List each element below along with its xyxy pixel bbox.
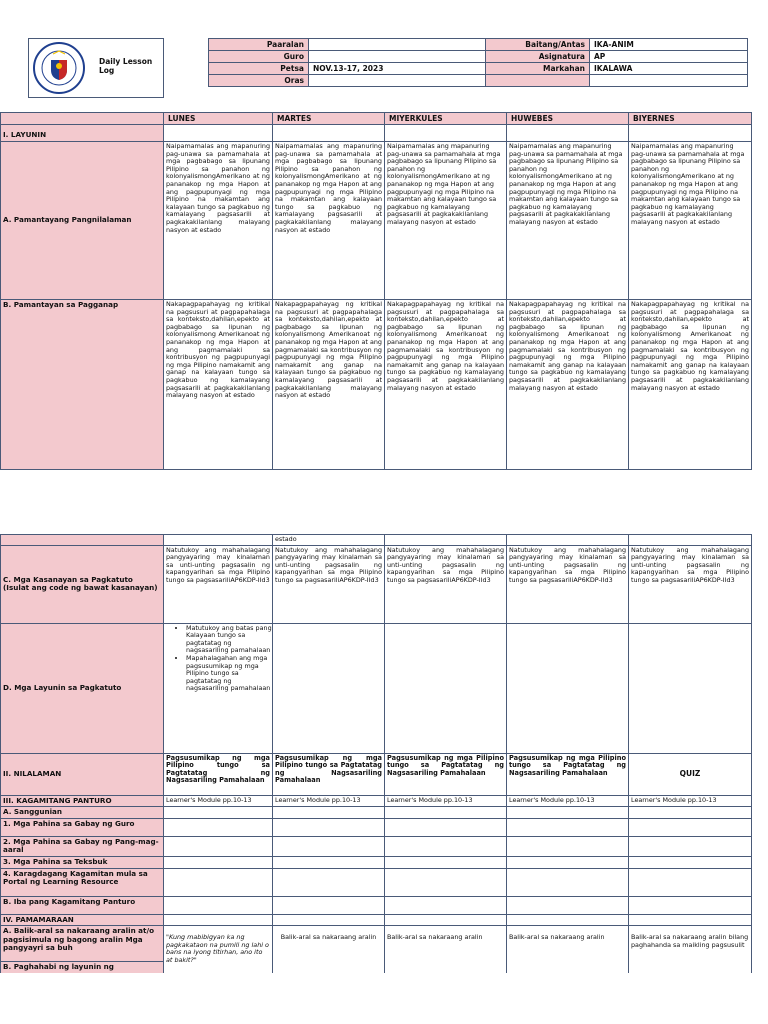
cell-module-martes: Learner's Module pp.10-13 xyxy=(273,795,385,807)
row-label-kasanayan: C. Mga Kasanayan sa Pagkatuto (Isulat ang code ng bawat kasanayan) xyxy=(1,545,164,623)
objective-item: • Matutukoy ang batas pang Kalayaan tungo sa pagtatatag ng nagsasariling pamahalaan xyxy=(186,625,272,655)
section-layunin: I. LAYUNIN xyxy=(1,125,164,142)
empty-cell xyxy=(507,125,629,142)
row-label-karagdagang-kagamitan: 4. Karagdagang Kagamitan mula sa Portal ng Learning Resource xyxy=(1,868,164,896)
cell-pangnilalaman-biyernes: Naipamamalas ang mapanuring pag-unawa sa pamamahala at mga pagbabago sa lipunang Pilipino sa panahon ng kolonyalismongAmerikano at ng pananakop ng mga Hapon at ang pagpupunyagi ng mga Pilipino na makamtan ang kalayaan tungo sa pagkabuo ng kamalayang pagsasarili at pagkakakilanlang malayang nasyon at estado xyxy=(629,142,752,300)
empty-cell xyxy=(507,896,629,914)
day-header-lunes: LUNES xyxy=(164,113,273,125)
label-paaralan: Paaralan xyxy=(209,39,309,51)
empty-cell xyxy=(385,896,507,914)
lesson-table-page-1 xyxy=(0,112,752,470)
empty-cell xyxy=(273,125,385,142)
objectives-list xyxy=(164,625,272,693)
label-asignatura: Asignatura xyxy=(486,51,590,63)
objective-item: • Mapahalagahan ang mga pagsusumikap ng mga Pilipino tungo sa pagtatatag ng nagsasariling pamahalaan xyxy=(186,655,272,693)
empty-cell xyxy=(385,125,507,142)
empty-cell xyxy=(164,818,273,836)
row-label-layunin-sa-pagkatuto: D. Mga Layunin sa Pagkatuto xyxy=(1,623,164,753)
empty-cell xyxy=(385,856,507,868)
empty-cell xyxy=(164,125,273,142)
cell-nilalaman-miyerkules: Pagsusumikap ng mga Pilipino tungo sa Pagtatatag ng Nagsasariling Pamahalaan xyxy=(385,753,507,795)
row-label-nilalaman: II. NILALAMAN xyxy=(1,753,164,795)
cell-kasanayan-miyerkules: Natutukoy ang mahahalagang pangyayaring may kinalaman sa unti-unting pagsasalin ng kapangyarihan sa mga Pilipino tungo sa pagsasariliAP6KDP-IId3 xyxy=(385,545,507,623)
empty-cell xyxy=(385,807,507,819)
deped-seal-logo xyxy=(33,42,85,94)
empty-cell xyxy=(629,623,752,753)
empty-cell xyxy=(273,807,385,819)
label-markahan: Markahan xyxy=(486,63,590,75)
empty-cell xyxy=(164,836,273,856)
cell-pangnilalaman-martes: Naipamamalas ang mapanuring pag-unawa sa pamamahala at mga pagbabago sa lipunang Pilipino sa panahon ng kolonyalismongAmerikano at ng pananakop ng mga Hapon at ang pagpupunyagi ng mga Pilipino na makamtan ang kalayaan tungo sa pagkabuo ng kamalayang pagsasarili at pagkakakilanlang malayang nasyon at estado xyxy=(273,142,385,300)
cell-module-lunes: Learner's Module pp.10-13 xyxy=(164,795,273,807)
empty-cell xyxy=(164,896,273,914)
school-info-table xyxy=(208,38,486,87)
cell-pangnilalaman-lunes: Naipamamalas ang mapanuring pag-unawa sa pamamahala at mga pagbabago sa lipunang Pilipino sa panahon ng kolonyalismongAmerikano at ng pananakop ng mga Hapon at ang pagpupunyagi ng mga Pilipino na makamtan ang kalayaan tungo sa pagkabuo ng kamalayang pagsasarili at pagkakakilanlang malayang nasyon at estado xyxy=(164,142,273,300)
row-label-kagamitang-panturo: III. KAGAMITANG PANTURO xyxy=(1,795,164,807)
cell-kasanayan-biyernes: Natutukoy ang mahahalagang pangyayaring may kinalaman sa unti-unting pagsasalin ng kapangyarihan sa mga Pilipino tungo sa pagsasariliAP6KDP-IId3 xyxy=(629,545,752,623)
document-title: Daily Lesson Log xyxy=(99,57,153,75)
cell-nilalaman-martes: Pagsusumikap ng mga Pilipino tungo sa Pagtatatag ng Nagsasariling Pamahalaan xyxy=(273,753,385,795)
cell-balik-aral-biyernes: Balik-aral sa nakaraang aralin bilang paghahanda sa maikling pagsusulit xyxy=(629,926,752,973)
label-petsa: Petsa xyxy=(209,63,309,75)
empty-cell xyxy=(385,868,507,896)
label-oras: Oras xyxy=(209,75,309,87)
cell-balik-aral-martes: Balik-aral sa nakaraang aralin xyxy=(273,926,385,973)
empty-cell xyxy=(507,856,629,868)
cell-balik-aral-miyerkules: Balik-aral sa nakaraang aralin xyxy=(385,926,507,973)
cell-kasanayan-martes: Natutukoy ang mahahalagang pangyayaring may kinalaman sa unti-unting pagsasalin ng kapangyarihan sa mga Pilipino tungo sa pagsasariliAP6KDP-IId3 xyxy=(273,545,385,623)
cell-kasanayan-huwebes: Natutukoy ang mahahalagang pangyayaring may kinalaman sa unti-unting pagsasalin ng kapangyarihan sa mga Pilipino tungo sa pagsasariliAP6KDP-IId3 xyxy=(507,545,629,623)
row-label-pamantayang-pangnilalaman: A. Pamantayang Pangnilalaman xyxy=(1,142,164,300)
empty-cell xyxy=(164,914,273,926)
cell-pagganap-martes: Nakapagpapahayag ng kritikal na pagsusuri at pagpapahalaga sa konteksto,dahilan,epekto at pagbabago sa lipunan ng kolonyalismong Amerikanoat ng pananakop ng mga Hapon at ang pagmamalaki sa kontribusyon ng pagpupunyagi ng mga Pilipino namakamit ang ganap na kalayaan tungo sa pagkabuo ng kamalayang pagsasarili at pagkakakilanlang malayang nasyon at estado xyxy=(273,300,385,470)
row-label-balik-aral: A. Balik-aral sa nakaraang aralin at/o pagsisimula ng bagong aralin Mga pangyayri sa buh xyxy=(1,926,164,962)
empty-cell xyxy=(507,807,629,819)
value-petsa: NOV.13-17, 2023 xyxy=(309,63,486,75)
row-label-gabay-mag-aaral: 2. Mga Pahina sa Gabay ng Pang-mag-aaral xyxy=(1,836,164,856)
empty-label-cell xyxy=(1,535,164,546)
empty-cell xyxy=(507,914,629,926)
empty-cell xyxy=(629,125,752,142)
cell-balik-aral-lunes: "Kung mabibigyan ka ng pagkakataon na pumili ng lahi o bans na iyong titirhan, ano ito at bakit?" xyxy=(164,926,273,973)
cell-pagganap-miyerkules: Nakapagpapahayag ng kritikal na pagsusuri at pagpapahalaga sa konteksto,dahilan,epekto at pagbabago sa lipunan ng kolonyalismong Amerikanoat ng pananakop ng mga Hapon at ang pagmamalaki sa kontribusyon ng pagpupunyagi ng mga Pilipino namakamit ang ganap na kalayaan tungo sa pagkabuo ng kamalayang pagsasarili at pagkakakilanlang malayang nasyon at estado xyxy=(385,300,507,470)
empty-cell xyxy=(164,535,273,546)
cell-pangnilalaman-miyerkules: Naipamamalas ang mapanuring pag-unawa sa pamamahala at mga pagbabago sa lipunang Pilipino sa panahon ng kolonyalismongAmerikano at ng pananakop ng mga Hapon at ang pagpupunyagi ng mga Pilipino na makamtan ang kalayaan tungo sa pagkabuo ng kamalayang pagsasarili at pagkakakilanlang malayang nasyon at estado xyxy=(385,142,507,300)
empty-cell xyxy=(273,868,385,896)
lesson-table-page-2 xyxy=(0,534,752,973)
corner-cell xyxy=(1,113,164,125)
day-header-martes: MARTES xyxy=(273,113,385,125)
cell-balik-aral-huwebes: Balik-aral sa nakaraang aralin xyxy=(507,926,629,973)
empty-cell xyxy=(164,807,273,819)
cell-module-miyerkules: Learner's Module pp.10-13 xyxy=(385,795,507,807)
empty-cell xyxy=(385,836,507,856)
cell-pagganap-lunes: Nakapagpapahayag ng kritikal na pagsusuri at pagpapahalaga sa konteksto,dahilan,epekto at pagbabago sa lipunan ng kolonyalismong Amerikanoat ng pananakop ng mga Hapon at ang pagmamalaki sa kontribusyon ng pagpupunyagi ng mga Pilipino namakamit ang ganap na kalayaan tungo sa pagkabuo ng kamalayang pagsasarili at pagkakakilanlang malayang nasyon at estado xyxy=(164,300,273,470)
row-label-iba-pang-kagamitan: B. Iba pang Kagamitang Panturo xyxy=(1,896,164,914)
cell-pagganap-huwebes: Nakapagpapahayag ng kritikal na pagsusuri at pagpapahalaga sa konteksto,dahilan,epekto at pagbabago sa lipunan ng kolonyalismong Amerikanoat ng pananakop ng mga Hapon at ang pagmamalaki sa kontribusyon ng pagpupunyagi ng mga Pilipino namakamit ang ganap na kalayaan tungo sa pagkabuo ng kamalayang pagsasarili at pagkakakilanlang malayang nasyon at estado xyxy=(507,300,629,470)
cell-pagganap-biyernes: Nakapagpapahayag ng kritikal na pagsusuri at pagpapahalaga sa konteksto,dahilan,epekto at pagbabago sa lipunan ng kolonyalismong Amerikanoat ng pananakop ng mga Hapon at ang pagmamalaki sa kontribusyon ng pagpupunyagi ng mga Pilipino namakamit ang ganap na kalayaan tungo sa pagkabuo ng kamalayang pagsasarili at pagkakakilanlang malayang nasyon at estado xyxy=(629,300,752,470)
value-asignatura: AP xyxy=(590,51,748,63)
label-baitang: Baitang/Antas xyxy=(486,39,590,51)
empty-cell xyxy=(273,896,385,914)
day-header-miyerkules: MIYERKULES xyxy=(385,113,507,125)
cell-nilalaman-huwebes: Pagsusumikap ng mga Pilipino tungo sa Pagtatatag ng Nagsasariling Pamahalaan xyxy=(507,753,629,795)
cell-layunin-lunes xyxy=(164,623,273,753)
empty-cell xyxy=(629,535,752,546)
empty-cell xyxy=(629,818,752,836)
row-label-pamamaraan: IV. PAMAMARAAN xyxy=(1,914,164,926)
empty-cell xyxy=(273,836,385,856)
row-label-sanggunian: A. Sanggunian xyxy=(1,807,164,819)
empty-cell xyxy=(273,818,385,836)
empty-cell xyxy=(507,868,629,896)
empty-cell xyxy=(507,535,629,546)
empty-label-cell xyxy=(486,75,590,87)
day-header-huwebes: HUWEBES xyxy=(507,113,629,125)
value-guro xyxy=(309,51,486,63)
empty-cell xyxy=(629,836,752,856)
empty-cell xyxy=(507,623,629,753)
row-label-paghahabi: B. Paghahabi ng layunin ng xyxy=(1,962,164,973)
empty-cell xyxy=(273,914,385,926)
cell-nilalaman-lunes: Pagsusumikap ng mga Pilipino tungo sa Pagtatatag ng Nagsasariling Pamahalaan xyxy=(164,753,273,795)
label-guro: Guro xyxy=(209,51,309,63)
cell-pangnilalaman-huwebes: Naipamamalas ang mapanuring pag-unawa sa pamamahala at mga pagbabago sa lipunang Pilipino sa panahon ng kolonyalismongAmerikano at ng pananakop ng mga Hapon at ang pagpupunyagi ng mga Pilipino na makamtan ang kalayaan tungo sa pagkabuo ng kamalayang pagsasarili at pagkakakilanlang malayang nasyon at estado xyxy=(507,142,629,300)
value-markahan: IKALAWA xyxy=(590,63,748,75)
empty-cell xyxy=(385,623,507,753)
cell-module-huwebes: Learner's Module pp.10-13 xyxy=(507,795,629,807)
empty-cell xyxy=(629,868,752,896)
empty-cell xyxy=(164,856,273,868)
empty-cell xyxy=(629,914,752,926)
value-baitang: IKA-ANIM xyxy=(590,39,748,51)
day-header-biyernes: BIYERNES xyxy=(629,113,752,125)
logo-title-box xyxy=(28,38,164,98)
empty-cell xyxy=(164,868,273,896)
grade-info-table xyxy=(485,38,748,87)
cell-kasanayan-lunes: Natutukoy ang mahahalagang pangyayaring may kinalaman sa unti-unting pagsasalin ng kapangyarihan sa mga Pilipino tungo sa pagsasariliAP6KDP-IId3 xyxy=(164,545,273,623)
value-paaralan xyxy=(309,39,486,51)
empty-cell xyxy=(629,856,752,868)
empty-cell xyxy=(507,836,629,856)
cell-nilalaman-biyernes: QUIZ xyxy=(629,753,752,795)
empty-cell xyxy=(385,818,507,836)
empty-cell xyxy=(273,856,385,868)
empty-cell xyxy=(629,896,752,914)
cell-module-biyernes: Learner's Module pp.10-13 xyxy=(629,795,752,807)
row-label-gabay-guro: 1. Mga Pahina sa Gabay ng Guro xyxy=(1,818,164,836)
cell-pagganap-martes-overflow: estado xyxy=(273,535,385,546)
row-label-teksbuk: 3. Mga Pahina sa Teksbuk xyxy=(1,856,164,868)
row-label-pamantayan-sa-pagganap: B. Pamantayan sa Pagganap xyxy=(1,300,164,470)
empty-cell xyxy=(273,623,385,753)
empty-cell xyxy=(385,535,507,546)
empty-cell xyxy=(507,818,629,836)
empty-cell xyxy=(385,914,507,926)
empty-cell xyxy=(629,807,752,819)
value-oras xyxy=(309,75,486,87)
empty-value-cell xyxy=(590,75,748,87)
